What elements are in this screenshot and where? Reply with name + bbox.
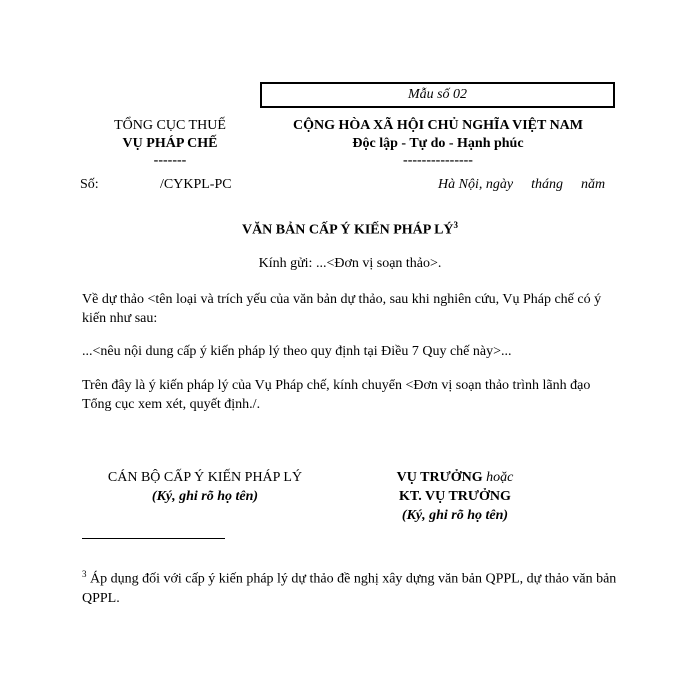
doc-number-value: /CYKPL-PC bbox=[160, 177, 232, 192]
agency-parent: TỔNG CỤC THUẾ bbox=[114, 118, 226, 133]
form-number-box bbox=[260, 82, 615, 108]
body-paragraph-1: Về dự thảo <tên loại và trích yếu của văn bản dự thảo, sau khi nghiên cứu, Vụ Pháp chế có ý kiến như sau: bbox=[82, 292, 602, 326]
country-name: CỘNG HÒA XÃ HỘI CHỦ NGHĨA VIỆT NAM bbox=[292, 118, 583, 133]
signer-title-or: hoặc bbox=[486, 470, 514, 485]
recipient-line: Kính gửi: ...<Đơn vị soạn thảo>. bbox=[258, 256, 442, 271]
footnote-text: Áp dụng đối với cấp ý kiến pháp lý dự thảo đề nghị xây dựng văn bản QPPL, dự thảo văn bản QPPL. bbox=[82, 571, 617, 606]
agency-name: VỤ PHÁP CHẾ bbox=[122, 136, 218, 151]
national-motto bbox=[278, 117, 598, 169]
date-place-day: Hà Nội, ngày bbox=[438, 177, 514, 192]
number-date-line bbox=[80, 177, 620, 195]
doc-number-label: Số: bbox=[80, 177, 99, 192]
footnote-divider bbox=[82, 538, 225, 539]
form-number-label: Mẫu số 02 bbox=[407, 87, 468, 102]
signature-block-left bbox=[80, 468, 330, 506]
signer-title-main: VỤ TRƯỞNG bbox=[396, 470, 483, 485]
agency-separator: ------- bbox=[153, 153, 187, 168]
signature-block-right bbox=[360, 468, 550, 525]
date-month: tháng bbox=[531, 177, 563, 192]
agency-header bbox=[100, 117, 240, 169]
body-paragraph-2: ...<nêu nội dung cấp ý kiến pháp lý theo quy định tại Điều 7 Quy chế này>... bbox=[82, 344, 512, 359]
title-footnote-ref: 3 bbox=[453, 220, 459, 230]
body-paragraph-3: Trên đây là ý kiến pháp lý của Vụ Pháp chế, kính chuyển <Đơn vị soạn thảo trình lãnh đạo Tổng cục xem xét, quyết định./. bbox=[82, 378, 591, 412]
date-year: năm bbox=[580, 177, 606, 192]
footnote-marker: 3 bbox=[82, 569, 87, 579]
motto-slogan: Độc lập - Tự do - Hạnh phúc bbox=[352, 136, 524, 151]
signer-note-right: (Ký, ghi rõ họ tên) bbox=[401, 508, 509, 523]
signer-title-left: CÁN BỘ CẤP Ý KIẾN PHÁP LÝ bbox=[107, 470, 303, 485]
signer-title-alt: KT. VỤ TRƯỞNG bbox=[399, 489, 511, 504]
footnote bbox=[82, 565, 622, 608]
signer-note-left: (Ký, ghi rõ họ tên) bbox=[151, 489, 259, 504]
document-title bbox=[0, 220, 700, 239]
date-place bbox=[438, 177, 618, 193]
document-title-text: VĂN BẢN CẤP Ý KIẾN PHÁP LÝ bbox=[241, 222, 454, 238]
motto-separator: --------------- bbox=[403, 153, 473, 168]
